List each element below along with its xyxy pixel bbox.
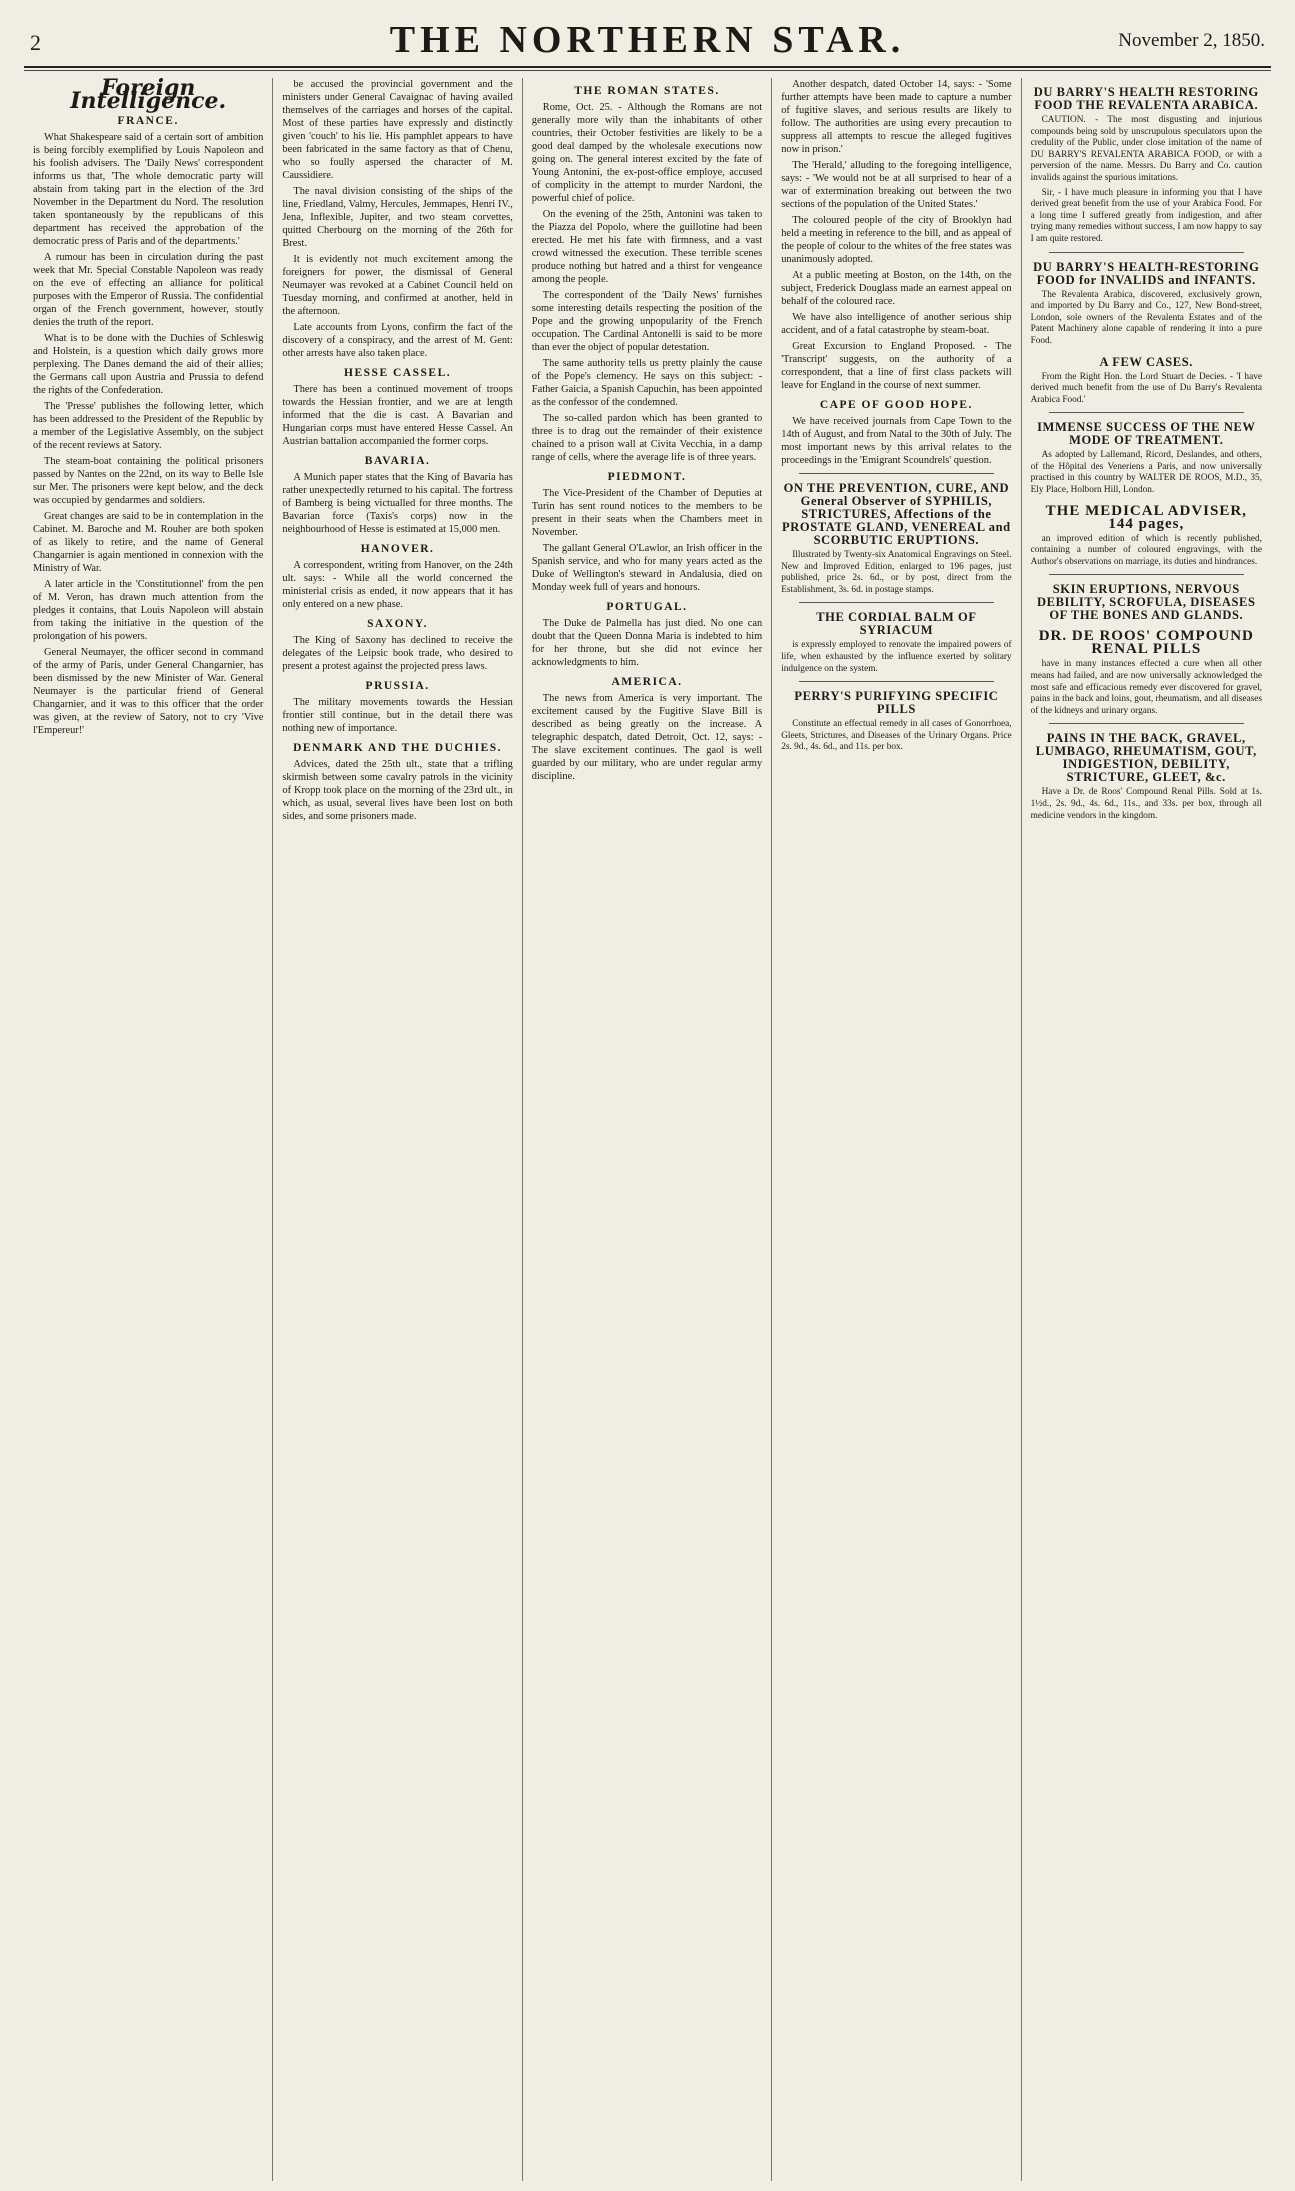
article-paragraph: Another despatch, dated October 14, says: - 'Some further attempts have been made to capture a number of fugitive slaves, and serious results are likely to follow. The authorities are using every precaution to suppress all attempts to rescue the alleged fugitives now in prison.' bbox=[781, 79, 1012, 155]
heading-hesse-cassel: HESSE CASSEL. bbox=[344, 367, 452, 379]
article-paragraph: The news from America is very important. The excitement caused by the Fugitive Slave Bill is described as being greatly on the increase. A telegraphic despatch, dated Detroit, Oct. 12, says: - The slave excitement continues. The gaol is well guarded by our military, who are under regular army discipline. bbox=[531, 693, 763, 782]
divider bbox=[799, 473, 993, 474]
advert-testimonial: Sir, - I have much pleasure in informing you that I have derived great benefit from the use of your Arabica Food. For a long time I suffered greatly from indigestion, and after trying many remedies without success, I am now happy to say I am quite restored. bbox=[1030, 187, 1262, 244]
article-paragraph: Great Excursion to England Proposed. - The 'Transcript' suggests, on the authority of a correspondent, that a line of first class packets will leave for England in the course of next summer. bbox=[781, 341, 1012, 391]
article-paragraph: The gallant General O'Lawlor, an Irish officer in the Spanish service, and who for many years acted as the Duke of Wellington's steward in Andalusia, died on Monday week full of years and honours. bbox=[531, 543, 763, 593]
article-paragraph: The naval division consisting of the ships of the line, Friedland, Valmy, Hercules, Jemmapes, Henri IV., Jena, Inflexible, Jupiter, and two steam corvettes, quitted Cherbourg on the morning of the 26th for Brest. bbox=[282, 186, 513, 249]
article-paragraph: The correspondent of the 'Daily News' furnishes some interesting details respecting the position of the Pope and the growing unpopularity of the French occupation. The Cardinal Antonelli is said to be more than ever the object of popular detestation. bbox=[531, 290, 763, 353]
article-paragraph: We have also intelligence of another serious ship accident, and of a fatal catastrophe by steam-boat. bbox=[781, 312, 1012, 336]
article-paragraph: General Neumayer, the officer second in command of the army of Paris, under General Changarnier, has been dismissed by the new Minister of War. General Neumayer is the particular friend of General Changarnier, and it was to this officer that the order was given, at the review of Satory, not to cry 'Vive l'Empereur!' bbox=[33, 647, 264, 736]
advert-body: is expressly employed to renovate the impaired powers of life, when exhausted by the influence exerted by solitary indulgence on the system. bbox=[781, 640, 1012, 674]
heading-cape-of-good-hope: CAPE OF GOOD HOPE. bbox=[819, 399, 973, 411]
divider bbox=[1049, 252, 1244, 253]
heading-bavaria: BAVARIA. bbox=[364, 455, 431, 467]
masthead bbox=[24, 8, 1271, 68]
advert-body: Illustrated by Twenty-six Anatomical Engravings on Steel. New and Improved Edition, enlarged to 196 pages, just published, price 2s. 6d., or by post, direct from the Establishment, 3s. 6d. in postage stamps. bbox=[781, 550, 1012, 595]
article-paragraph: The same authority tells us pretty plainly the cause of the Pope's clemency. He says on this subject: - Father Gaicia, a Spanish Capuchin, has been appointed as the confessor of the condemned. bbox=[531, 358, 763, 408]
divider bbox=[1049, 723, 1244, 724]
article-paragraph: The Vice-President of the Chamber of Deputies at Turin has sent round notices to the members to be present in their seats when the Chambers meet in November. bbox=[531, 488, 763, 538]
column-4 bbox=[772, 78, 1021, 2181]
advert-heading: PAINS IN THE BACK, GRAVEL, LUMBAGO, RHEUMATISM, GOUT, INDIGESTION, DEBILITY, STRICTURE, GLEET, &c. bbox=[1035, 731, 1257, 785]
divider bbox=[1049, 574, 1244, 575]
article-paragraph: be accused the provincial government and the ministers under General Cavaignac of having availed themselves of the carriages and horses of the capital. Most of these parties have expressly and distinctly given 'couch' to his lie. His pamphlet appears to have been fabricated in the same factory as that of Chenu, who so foully aspersed the character of M. Caussidiere. bbox=[282, 79, 513, 181]
column-3 bbox=[523, 78, 772, 2181]
heading-america: AMERICA. bbox=[611, 676, 683, 688]
newspaper-title: THE NORTHERN STAR. bbox=[389, 19, 906, 61]
column-2 bbox=[273, 78, 522, 2181]
advert-heading: PERRY'S PURIFYING SPECIFIC PILLS bbox=[794, 689, 999, 717]
heading-roman-states: THE ROMAN STATES. bbox=[574, 85, 720, 97]
advert-heading: THE CORDIAL BALM OF SYRIACUM bbox=[816, 610, 977, 638]
advert-heading: A FEW CASES. bbox=[1099, 354, 1194, 369]
advert-body: have in many instances effected a cure when all other means had failed, and are now universally acknowledged the most safe and efficacious remedy ever discovered for gravel, pains in the back and loins, gout, rheumatism, and all diseases of the kidneys and urinary organs. bbox=[1030, 659, 1262, 716]
advert-heading: DU BARRY'S HEALTH-RESTORING FOOD for INVALIDS and INFANTS. bbox=[1033, 259, 1260, 287]
page-number: 2 bbox=[30, 30, 41, 55]
section-title: Foreign Intelligence. bbox=[70, 78, 227, 114]
article-paragraph: At a public meeting at Boston, on the 14th, on the subject, Frederick Douglass made an earnest appeal on behalf of the coloured race. bbox=[781, 270, 1012, 307]
advert-body: As adopted by Lallemand, Ricord, Deslandes, and others, of the Hôpital des Veneriens a Paris, and now universally practised in this country by WALTER DE ROOS, M.D., 35, Ely Place, Holborn Hill, London. bbox=[1030, 450, 1262, 496]
divider bbox=[1049, 412, 1244, 413]
advert-body: The Revalenta Arabica, discovered, exclusively grown, and imported by Du Barry and Co., 127, New Bond-street, London, sole owners of the Revalenta Estates and of the Patent Machinery alone capable of rendering it into a pure Food. bbox=[1030, 289, 1262, 346]
heading-denmark: DENMARK AND THE DUCHIES. bbox=[293, 742, 503, 754]
article-paragraph: A later article in the 'Constitutionnel' from the pen of M. Veron, has drawn much attention from the pledges it contains, that Louis Napoleon will abstain from taking the initiative in the question of the prolongation of his powers. bbox=[33, 579, 264, 642]
heading-hanover: HANOVER. bbox=[360, 543, 435, 555]
heading-portugal: PORTUGAL. bbox=[606, 601, 688, 613]
heading-prussia: PRUSSIA. bbox=[365, 680, 430, 692]
article-paragraph: The 'Presse' publishes the following letter, which has been addressed to the President of the Republic by a member of the Legislative Assembly, on the subject of the recent reviews at Satory. bbox=[33, 401, 264, 451]
article-paragraph: There has been a continued movement of troops towards the Hessian frontier, and we are at length informed that the die is cast. A Bavarian and Hungarian corps must have entered Hesse Cassel. An Austrian battalion accompanied the former corps. bbox=[282, 384, 513, 447]
heading-france: FRANCE. bbox=[117, 115, 179, 127]
article-paragraph: It is evidently not much excitement among the foreigners for power, the dismissal of General Neumayer was revoked at a Cabinet Council held on Tuesday morning, and confirmed at another, held in the afternoon. bbox=[282, 254, 513, 317]
masthead-rule bbox=[24, 70, 1271, 71]
advert-body: Constitute an effectual remedy in all cases of Gonorrhoea, Gleets, Strictures, and Diseases of the Urinary Organs. Price 2s. 9d., 4s. 6d., and 11s. per box. bbox=[781, 719, 1012, 753]
advert-heading: IMMENSE SUCCESS OF THE NEW MODE OF TREATMENT. bbox=[1037, 420, 1256, 448]
article-paragraph: What Shakespeare said of a certain sort of ambition is being forcibly exemplified by Louis Napoleon and his foolish advisers. The 'Daily News' correspondent informs us that, 'The whole democratic party will abstain from taking part in the election of the 3rd November in the Department du Nord. The resolution taken spontaneously by the republicans of this department has received the approbation of the democratic press of Paris and of the departments.' bbox=[33, 132, 264, 247]
article-paragraph: Advices, dated the 25th ult., state that a trifling skirmish between some cavalry patrols in the vicinity of Kropp took place on the morning of the 23rd ult., in which, as usual, several lives have been lost on both sides, and some prisoners made. bbox=[282, 759, 513, 822]
column-1 bbox=[24, 78, 273, 2181]
article-paragraph: The coloured people of the city of Brooklyn had held a meeting in reference to the bill, and as appeal of the people of colour to the whites of the free states was unanimously adopted. bbox=[781, 215, 1012, 265]
advert-body: an improved edition of which is recently published, containing a number of coloured engravings, with the Author's observations on marriage, its duties and hindrances. bbox=[1030, 533, 1262, 567]
divider bbox=[799, 602, 993, 603]
advert-heading: DU BARRY'S HEALTH RESTORING FOOD THE REVALENTA ARABICA. bbox=[1033, 85, 1259, 112]
advert-heading: DR. DE ROOS' COMPOUND RENAL PILLS bbox=[1038, 628, 1254, 658]
advert-body: CAUTION. - The most disgusting and injurious compounds being sold by unscrupulous speculators upon the credulity of the Public, under close imitation of the name of DU BARRY'S REVALENTA ARABICA FOOD, or with a perversion of the name. Messrs. Du Barry and Co. caution invalids against the spurious imitations. bbox=[1030, 115, 1262, 183]
issue-date: November 2, 1850. bbox=[1118, 30, 1265, 51]
heading-saxony: SAXONY. bbox=[367, 618, 429, 630]
article-paragraph: A correspondent, writing from Hanover, on the 24th ult. says: - While all the world concerned the ministerial crisis as ended, it now appears that it has only entered on a new phase. bbox=[282, 560, 513, 610]
advert-heading: SKIN ERUPTIONS, NERVOUS DEBILITY, SCROFULA, DISEASES OF THE BONES AND GLANDS. bbox=[1037, 582, 1256, 623]
advert-heading: ON THE PREVENTION, CURE, AND General Observer of SYPHILIS, STRICTURES, Affections of the PROSTATE GLAND, VENEREAL and SCORBUTIC ERUPTIONS. bbox=[782, 481, 1011, 547]
article-paragraph: A rumour has been in circulation during the past week that Mr. Special Constable Napoleon was ready on the eve of effecting an alliance for political purposes with the Emperor of Russia. The confidential organ of the French government, however, stoutly denies the truth of the report. bbox=[33, 252, 264, 328]
article-paragraph: The steam-boat containing the political prisoners passed by Nantes on the 22nd, on its way to Belle Isle sur Mer. The prisoners were kept below, and the deck was occupied by gendarmes and soldiers. bbox=[33, 456, 264, 506]
article-paragraph: Late accounts from Lyons, confirm the fact of the discovery of a conspiracy, and the arrest of M. Gent: other arrests have also taken place. bbox=[282, 322, 513, 359]
divider bbox=[799, 681, 993, 682]
article-paragraph: Rome, Oct. 25. - Although the Romans are not generally more wily than the inhabitants of other countries, their October festivities are likely to be a good deal damped by the wholesale executions now going on. The general interest excited by the fate of Young Antonini, the ex-post-office employe, accused of complicity in the attempt to murder Nardoni, the powerful chief of police. bbox=[531, 102, 763, 204]
article-paragraph: The Duke de Palmella has just died. No one can doubt that the Queen Donna Maria is indebted to him for her throne, but she did not evince her acknowledgments to him. bbox=[531, 618, 763, 668]
article-paragraph: The military movements towards the Hessian frontier still continue, but in the detail there was nothing new of importance. bbox=[282, 697, 513, 734]
article-paragraph: On the evening of the 25th, Antonini was taken to the Piazza del Popolo, where the guillotine had been erected. He met his fate with firmness, and a vast crowd witnessed the execution. These terrible scenes produce nothing but hatred and a thirst for vengeance among the people. bbox=[531, 209, 763, 285]
advert-heading: THE MEDICAL ADVISER, 144 pages, bbox=[1045, 502, 1247, 532]
article-paragraph: The King of Saxony has declined to receive the delegates of the Leipsic book trade, who desired to present a protest against the projected press laws. bbox=[282, 635, 513, 672]
heading-piedmont: PIEDMONT. bbox=[607, 471, 687, 483]
article-paragraph: The so-called pardon which has been granted to three is to drag out the remainder of their existence chained to a prison wall at Civita Vecchia, in a damp range of cells, where the average life is of three years. bbox=[531, 413, 763, 463]
column-5 bbox=[1022, 78, 1271, 2181]
article-paragraph: We have received journals from Cape Town to the 14th of August, and from Natal to the 30th of July. The most important news by this arrival relates to the proceedings in the 'Emigrant Scoundrels' question. bbox=[781, 416, 1012, 466]
advert-body: Have a Dr. de Roos' Compound Renal Pills. Sold at 1s. 1½d., 2s. 9d., 4s. 6d., 11s., and 33s. per box, through all medicine vendors in the kingdom. bbox=[1030, 787, 1262, 821]
article-paragraph: What is to be done with the Duchies of Schleswig and Holstein, is a question which daily grows more perplexing. The Danes demand the aid of their allies; the Germans call upon Austria and Prussia to defend the rights of the Confederation. bbox=[33, 333, 264, 396]
advert-body: From the Right Hon. the Lord Stuart de Decies. - 'I have derived much benefit from the use of Du Barry's Revalenta Arabica Food.' bbox=[1030, 371, 1262, 405]
page-columns bbox=[24, 78, 1271, 2181]
article-paragraph: Great changes are said to be in contemplation in the Cabinet. M. Baroche and M. Rouher are both spoken of as likely to retire, and the name of General Changarnier is again mentioned in connexion with the Ministry of War. bbox=[33, 511, 264, 574]
article-paragraph: The 'Herald,' alluding to the foregoing intelligence, says: - 'We would not be at all surprised to hear of a war of extermination breaking out between the two sections of the population of the United States.' bbox=[781, 160, 1012, 210]
article-paragraph: A Munich paper states that the King of Bavaria has rather unexpectedly returned to his capital. The fortress of Bamberg is being victualled for three months. The Bavarian force (Taxis's corps) now in the neighbourhood of Hesse is estimated at 15,000 men. bbox=[282, 472, 513, 535]
